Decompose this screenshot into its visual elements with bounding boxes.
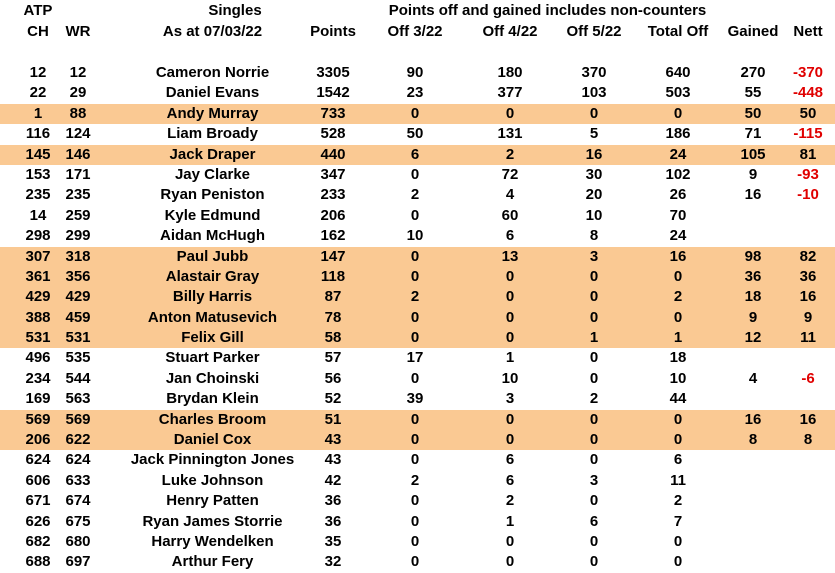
name-cell: Billy Harris — [172, 288, 253, 306]
table-row — [0, 165, 835, 185]
name-cell: Ryan Peniston — [160, 186, 265, 204]
table-row — [0, 512, 835, 532]
name-cell: Daniel Evans — [165, 84, 260, 102]
nett-cell: 16 — [799, 288, 817, 306]
off1-cell: 0 — [410, 369, 420, 387]
gained-cell: 55 — [744, 84, 762, 102]
table-row — [0, 83, 835, 103]
off2-cell: 0 — [505, 267, 515, 285]
points-cell: 58 — [324, 329, 342, 347]
table-row — [0, 287, 835, 307]
total-cell: 503 — [665, 84, 691, 102]
table-row — [0, 389, 835, 409]
ch-cell: 429 — [25, 288, 51, 306]
off1-cell: 0 — [410, 512, 420, 530]
gained-cell: 12 — [744, 329, 762, 347]
nett-cell: -10 — [797, 186, 819, 204]
name-cell: Brydan Klein — [166, 390, 259, 408]
ch-cell: 169 — [25, 390, 51, 408]
name-cell: Jay Clarke — [174, 165, 251, 183]
name-cell: Cameron Norrie — [155, 64, 270, 81]
table-row — [0, 267, 835, 287]
ch-cell: 361 — [25, 267, 51, 285]
points-cell: 56 — [324, 369, 342, 387]
table-row — [0, 226, 835, 246]
gained-cell: 36 — [744, 267, 762, 285]
ch-cell: 298 — [25, 227, 51, 245]
ch-header: CH — [27, 23, 49, 40]
ch-cell: 116 — [25, 125, 51, 143]
points-cell: 36 — [324, 512, 342, 530]
off3-cell: 8 — [589, 227, 599, 245]
gained-cell: 71 — [744, 125, 762, 143]
off2-cell: 1 — [505, 349, 515, 367]
total-cell: 10 — [669, 369, 687, 387]
header-row-2 — [0, 22, 835, 42]
points-cell: 206 — [320, 206, 346, 224]
off2-cell: 3 — [505, 390, 515, 408]
wr-cell: 259 — [65, 206, 91, 224]
nett-cell: 82 — [799, 247, 817, 265]
wr-cell: 633 — [65, 471, 91, 489]
off3-cell: 0 — [589, 492, 599, 510]
points-note-header: Points off and gained includes non-counters — [388, 2, 707, 19]
nett-cell: 36 — [799, 267, 817, 285]
total-cell: 2 — [673, 288, 683, 306]
table-row — [0, 410, 835, 430]
ch-cell: 234 — [25, 369, 51, 387]
off1-cell: 0 — [410, 451, 420, 469]
gained-cell: 18 — [744, 288, 762, 306]
ch-cell: 1 — [33, 104, 43, 122]
total-cell: 0 — [673, 553, 683, 571]
table-row — [0, 206, 835, 226]
off1-cell: 50 — [406, 125, 424, 143]
nett-cell: 50 — [799, 104, 817, 122]
off1-cell: 0 — [410, 206, 420, 224]
off2-cell: 10 — [501, 369, 519, 387]
off3-cell: 5 — [589, 125, 599, 143]
total-cell: 44 — [669, 390, 687, 408]
points-cell: 347 — [320, 165, 346, 183]
off2-cell: 2 — [505, 145, 515, 163]
name-cell: Liam Broady — [167, 125, 258, 143]
points-cell: 528 — [320, 125, 346, 143]
wr-cell: 124 — [65, 125, 91, 143]
total-cell: 1 — [673, 329, 683, 347]
total-cell: 16 — [669, 247, 687, 265]
off3-cell: 0 — [589, 451, 599, 469]
name-cell: Anton Matusevich — [147, 308, 278, 326]
name-cell: Felix Gill — [181, 329, 244, 347]
name-cell: Arthur Fery — [171, 553, 254, 571]
name-cell: Harry Wendelken — [151, 532, 274, 550]
off1-cell: 2 — [410, 471, 420, 489]
points-cell: 57 — [324, 349, 342, 367]
off1-cell: 0 — [410, 532, 420, 550]
off2-header: Off 4/22 — [482, 23, 538, 40]
off2-cell: 4 — [505, 186, 515, 204]
off1-cell: 39 — [406, 390, 424, 408]
off3-cell: 6 — [589, 512, 599, 530]
wr-cell: 531 — [65, 329, 91, 347]
points-cell: 233 — [320, 186, 346, 204]
ch-cell: 388 — [25, 308, 51, 326]
nett-cell: 9 — [803, 308, 813, 326]
total-cell: 7 — [673, 512, 683, 530]
points-cell: 87 — [324, 288, 342, 306]
off1-cell: 17 — [406, 349, 424, 367]
gained-cell: 105 — [740, 145, 766, 163]
points-cell: 32 — [324, 553, 342, 571]
nett-cell: -93 — [797, 165, 819, 183]
off1-cell: 0 — [410, 431, 420, 449]
name-cell: Kyle Edmund — [164, 206, 261, 224]
off3-cell: 3 — [589, 471, 599, 489]
rankings-table — [0, 63, 835, 573]
gained-cell: 50 — [744, 104, 762, 122]
total-cell: 0 — [673, 308, 683, 326]
wr-cell: 622 — [65, 431, 91, 449]
points-cell: 43 — [324, 431, 342, 449]
total-cell: 70 — [669, 206, 687, 224]
table-row — [0, 552, 835, 572]
total-cell: 24 — [669, 227, 687, 245]
wr-cell: 299 — [65, 227, 91, 245]
name-cell: Aidan McHugh — [160, 227, 265, 245]
off1-cell: 0 — [410, 308, 420, 326]
off2-cell: 72 — [501, 165, 519, 183]
points-header: Points — [310, 23, 356, 40]
off1-header: Off 3/22 — [387, 23, 443, 40]
table-row — [0, 63, 835, 83]
ch-cell: 688 — [25, 553, 51, 571]
gained-cell: 8 — [748, 431, 758, 449]
ch-cell: 14 — [29, 206, 47, 224]
off1-cell: 23 — [406, 84, 424, 102]
wr-cell: 29 — [69, 84, 87, 102]
table-row — [0, 491, 835, 511]
off1-cell: 2 — [410, 186, 420, 204]
ch-cell: 682 — [25, 532, 51, 550]
ch-cell: 624 — [25, 451, 51, 469]
points-cell: 1542 — [316, 84, 350, 102]
off3-cell: 0 — [589, 532, 599, 550]
nett-cell: -448 — [792, 84, 824, 102]
total-cell: 640 — [665, 64, 691, 81]
name-cell: Daniel Cox — [173, 431, 252, 449]
total-cell: 102 — [665, 165, 691, 183]
off2-cell: 0 — [505, 410, 515, 428]
wr-cell: 356 — [65, 267, 91, 285]
points-cell: 118 — [320, 267, 346, 285]
name-cell: Jack Pinnington Jones — [130, 451, 295, 469]
off3-cell: 0 — [589, 369, 599, 387]
off1-cell: 0 — [410, 492, 420, 510]
total-cell: 186 — [665, 125, 691, 143]
off1-cell: 0 — [410, 267, 420, 285]
off1-cell: 10 — [406, 227, 424, 245]
nett-cell: 8 — [803, 431, 813, 449]
off2-cell: 377 — [497, 84, 523, 102]
off3-cell: 10 — [585, 206, 603, 224]
off3-cell: 2 — [589, 390, 599, 408]
name-cell: Charles Broom — [158, 410, 267, 428]
off3-header: Off 5/22 — [566, 23, 622, 40]
off1-cell: 0 — [410, 410, 420, 428]
total-cell: 2 — [673, 492, 683, 510]
table-row — [0, 430, 835, 450]
off3-cell: 0 — [589, 349, 599, 367]
total-cell: 0 — [673, 410, 683, 428]
total-cell: 0 — [673, 104, 683, 122]
off2-cell: 131 — [497, 125, 523, 143]
off3-cell: 1 — [589, 329, 599, 347]
wr-cell: 235 — [65, 186, 91, 204]
header-row-1 — [0, 1, 835, 21]
off3-cell: 0 — [589, 308, 599, 326]
as-at-header: As at 07/03/22 — [162, 23, 263, 40]
ch-cell: 235 — [25, 186, 51, 204]
off2-cell: 0 — [505, 308, 515, 326]
off3-cell: 0 — [589, 431, 599, 449]
off1-cell: 2 — [410, 288, 420, 306]
ch-cell: 531 — [25, 329, 51, 347]
total-cell: 0 — [673, 267, 683, 285]
off2-cell: 6 — [505, 471, 515, 489]
wr-cell: 544 — [65, 369, 91, 387]
off3-cell: 0 — [589, 267, 599, 285]
total-cell: 26 — [669, 186, 687, 204]
nett-header: Nett — [793, 23, 823, 40]
table-row — [0, 471, 835, 491]
ch-cell: 153 — [25, 165, 51, 183]
points-cell: 147 — [320, 247, 346, 265]
off2-cell: 1 — [505, 512, 515, 530]
table-row — [0, 145, 835, 165]
nett-cell: -6 — [801, 369, 815, 387]
table-row — [0, 124, 835, 144]
nett-cell: 16 — [799, 410, 817, 428]
points-cell: 52 — [324, 390, 342, 408]
name-cell: Jack Draper — [169, 145, 256, 163]
off2-cell: 0 — [505, 329, 515, 347]
wr-cell: 697 — [65, 553, 91, 571]
table-row — [0, 104, 835, 124]
ch-cell: 12 — [29, 64, 47, 81]
points-cell: 733 — [320, 104, 346, 122]
gained-cell: 270 — [740, 64, 766, 81]
total-cell: 11 — [670, 471, 686, 489]
table-row — [0, 532, 835, 552]
name-cell: Paul Jubb — [176, 247, 249, 265]
ch-cell: 145 — [25, 145, 51, 163]
wr-cell: 318 — [65, 247, 91, 265]
gained-header: Gained — [727, 23, 779, 40]
off1-cell: 6 — [410, 145, 420, 163]
off3-cell: 30 — [585, 165, 603, 183]
off2-cell: 0 — [505, 431, 515, 449]
off1-cell: 0 — [410, 247, 420, 265]
name-cell: Ryan James Storrie — [142, 512, 283, 530]
ch-cell: 606 — [25, 471, 51, 489]
nett-cell: -115 — [793, 125, 823, 143]
table-row — [0, 308, 835, 328]
gained-cell: 4 — [748, 369, 758, 387]
off1-cell: 90 — [406, 64, 424, 81]
ch-cell: 671 — [25, 492, 51, 510]
off3-cell: 20 — [585, 186, 603, 204]
off3-cell: 3 — [589, 247, 599, 265]
off1-cell: 0 — [410, 104, 420, 122]
total-cell: 18 — [669, 349, 687, 367]
ch-cell: 206 — [25, 431, 51, 449]
wr-cell: 459 — [65, 308, 91, 326]
table-row — [0, 369, 835, 389]
gained-cell: 9 — [748, 165, 758, 183]
points-cell: 440 — [320, 145, 346, 163]
off3-cell: 103 — [581, 84, 607, 102]
nett-cell: 11 — [800, 329, 816, 347]
wr-cell: 569 — [65, 410, 91, 428]
total-cell: 6 — [673, 451, 683, 469]
off2-cell: 0 — [505, 553, 515, 571]
wr-cell: 674 — [65, 492, 91, 510]
ch-cell: 307 — [25, 247, 51, 265]
wr-cell: 88 — [69, 104, 87, 122]
off3-cell: 370 — [581, 64, 607, 81]
off1-cell: 0 — [410, 165, 420, 183]
total-off-header: Total Off — [647, 23, 709, 40]
points-cell: 51 — [324, 410, 342, 428]
wr-cell: 171 — [65, 165, 91, 183]
off3-cell: 0 — [589, 104, 599, 122]
points-cell: 35 — [324, 532, 342, 550]
name-cell: Alastair Gray — [165, 267, 260, 285]
off2-cell: 0 — [505, 532, 515, 550]
singles-header: Singles — [208, 2, 262, 19]
name-cell: Andy Murray — [166, 104, 259, 122]
points-cell: 43 — [324, 451, 342, 469]
total-cell: 0 — [673, 532, 683, 550]
wr-cell: 535 — [65, 349, 91, 367]
wr-header: WR — [65, 23, 91, 40]
wr-cell: 12 — [69, 64, 87, 81]
total-cell: 24 — [669, 145, 687, 163]
wr-cell: 675 — [65, 512, 91, 530]
off2-cell: 6 — [505, 227, 515, 245]
off2-cell: 0 — [505, 104, 515, 122]
nett-cell: 81 — [799, 145, 817, 163]
off3-cell: 16 — [585, 145, 603, 163]
table-row — [0, 450, 835, 470]
table-row — [0, 348, 835, 368]
off2-cell: 0 — [505, 288, 515, 306]
points-cell: 42 — [324, 471, 342, 489]
wr-cell: 429 — [65, 288, 91, 306]
total-cell: 0 — [673, 431, 683, 449]
name-cell: Jan Choinski — [165, 369, 260, 387]
wr-cell: 563 — [65, 390, 91, 408]
off2-cell: 2 — [505, 492, 515, 510]
off2-cell: 60 — [501, 206, 519, 224]
gained-cell: 9 — [748, 308, 758, 326]
ch-cell: 496 — [25, 349, 51, 367]
points-cell: 78 — [324, 308, 342, 326]
off3-cell: 0 — [589, 553, 599, 571]
points-cell: 3305 — [316, 64, 350, 81]
off3-cell: 0 — [589, 410, 599, 428]
points-cell: 36 — [324, 492, 342, 510]
wr-cell: 624 — [65, 451, 91, 469]
atp-header: ATP — [23, 2, 53, 19]
wr-cell: 146 — [65, 145, 91, 163]
name-cell: Stuart Parker — [165, 349, 260, 367]
ch-cell: 569 — [25, 410, 51, 428]
off1-cell: 0 — [410, 553, 420, 571]
gained-cell: 16 — [744, 186, 762, 204]
table-row — [0, 185, 835, 205]
off2-cell: 6 — [505, 451, 515, 469]
nett-cell: -370 — [792, 64, 824, 81]
ch-cell: 626 — [25, 512, 51, 530]
name-cell: Henry Patten — [166, 492, 259, 510]
wr-cell: 680 — [65, 532, 91, 550]
name-cell: Luke Johnson — [161, 471, 264, 489]
gained-cell: 98 — [744, 247, 762, 265]
gained-cell: 16 — [744, 410, 762, 428]
off1-cell: 0 — [410, 329, 420, 347]
off2-cell: 13 — [501, 247, 519, 265]
table-row — [0, 328, 835, 348]
table-row — [0, 247, 835, 267]
ch-cell: 22 — [29, 84, 47, 102]
off3-cell: 0 — [589, 288, 599, 306]
off2-cell: 180 — [497, 64, 523, 81]
points-cell: 162 — [320, 227, 346, 245]
